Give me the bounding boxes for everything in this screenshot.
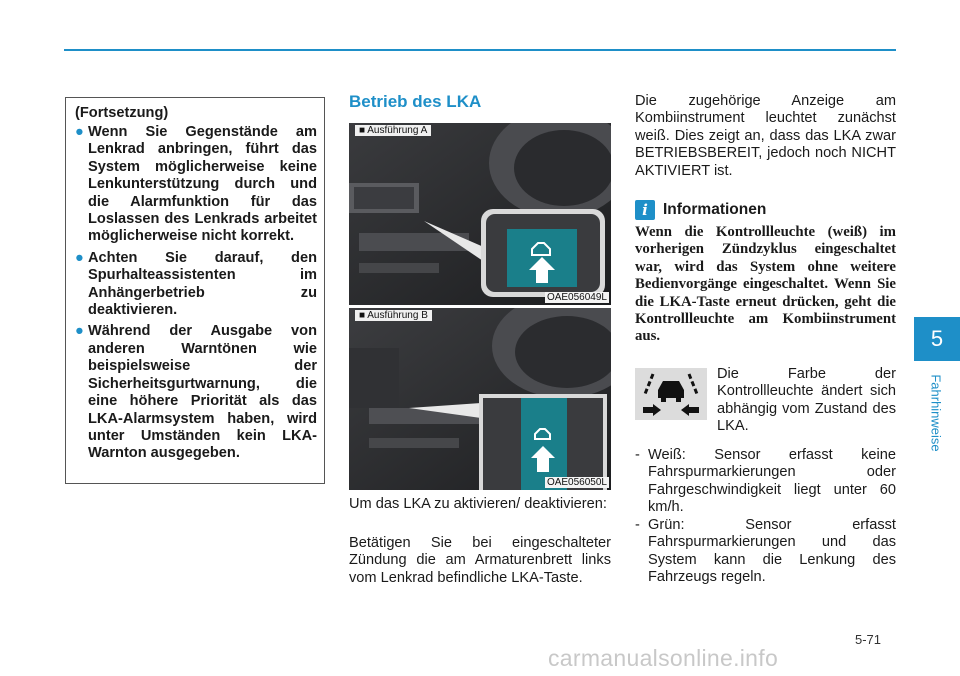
warning-item <box>75 124 317 246</box>
photo-variant-a <box>349 123 611 305</box>
photo-code-a: OAE056049L <box>546 292 607 303</box>
dash-marker: - <box>635 517 640 533</box>
page-number: 5-71 <box>855 632 882 647</box>
dash-marker: - <box>635 447 640 463</box>
warning-box <box>65 97 325 484</box>
warning-title: (Fortsetzung) <box>75 105 169 121</box>
list-item-text: Grün: Sensor erfasst Fahrspurmarkierungen und das System kann die Lenkung des Fahrzeugs regeln. <box>648 517 896 586</box>
warning-item-text: Achten Sie darauf, den Spurhalteassistenten im Anhängerbetrieb zu deaktivieren. <box>88 249 317 319</box>
photo-variant-b <box>349 308 611 490</box>
paragraph-activate: Um das LKA zu aktivieren/ deaktivieren: <box>349 496 607 512</box>
chapter-tab: 5 <box>914 317 960 361</box>
lane-keeping-indicator-icon <box>635 368 707 420</box>
photo-code-b: OAE056050L <box>546 477 607 488</box>
bullet-dot-icon: ● <box>75 124 84 140</box>
warning-item-text: Während der Ausgabe von anderen Warntönen wie beispielsweise der Sicherheitsgurtwarnung, die eine höhere Priorität als das LKA-Alarmsystem haben, wird unter Umständen kein LKA-Warnton ausgegeben. <box>88 323 317 462</box>
chapter-name <box>924 368 948 458</box>
paragraph-color: Die Farbe der Kontrollleuchte ändert sich abhängig vom Zustand des LKA. <box>717 366 896 435</box>
warning-item <box>75 250 317 320</box>
section-title: Betrieb des LKA <box>349 92 482 111</box>
variant-label-b: ■ Ausführung B <box>355 310 432 321</box>
bullet-dot-icon: ● <box>75 323 84 340</box>
warning-item <box>75 323 317 462</box>
list-item-green <box>635 517 896 587</box>
info-icon: i <box>635 200 655 220</box>
paragraph-indicator: Die zugehörige Anzeige am Kombiinstrument leuchtet zunächst weiß. Dies zeigt an, dass das LKA zwar BETRIEBSBEREIT, jedoch noch NICHT AKTIVIERT ist. <box>635 93 896 179</box>
info-title: Informationen <box>663 201 767 218</box>
dashboard-photo-b <box>349 308 611 490</box>
paragraph-button: Betätigen Sie bei eingeschalteter Zündung die am Armaturenbrett links vom Lenkrad befindliche LKA-Taste. <box>349 535 611 586</box>
chapter-name-label: Fahrhinweise <box>928 374 944 452</box>
list-item-text: Weiß: Sensor erfasst keine Fahrspurmarkierungen oder Fahrgeschwindigkeit liegt unter 60 km/h. <box>648 447 896 516</box>
info-text: Wenn die Kontrollleuchte (weiß) im vorherigen Zündzyklus eingeschaltet war, wird das System ohne weitere Bedienvorgänge eingeschaltet. Wenn Sie die LKA-Taste erneut drücken, geht die Kontrollleuchte am Kombiinstrument aus. <box>635 224 896 345</box>
watermark: carmanualsonline.info <box>548 645 779 671</box>
list-item-white <box>635 447 896 517</box>
dashboard-photo-a <box>349 123 611 305</box>
bullet-dot-icon: ● <box>75 249 84 266</box>
variant-label-a: ■ Ausführung A <box>355 125 431 136</box>
warning-item-text: Wenn Sie Gegenstände am Lenkrad anbringen, führt das System möglicherweise keine Lenkunterstützung durch und die Alarmfunktion für das Loslassen des Lenkrads arbeitet möglicherweise nicht korrekt. <box>88 124 317 245</box>
top-rule <box>64 49 896 51</box>
